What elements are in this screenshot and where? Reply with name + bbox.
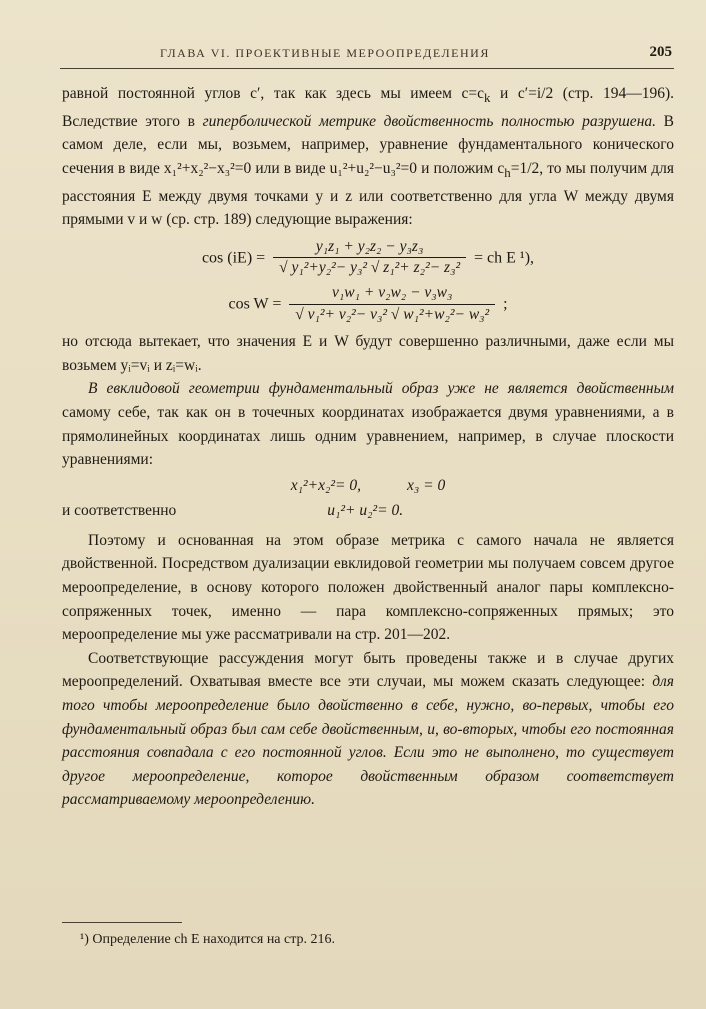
footnote-divider <box>62 922 182 923</box>
formula-cos-ie: cos (iE) = $\frac{\text{y₁z₁ + y₂z₂ − y₃z₃}}{\text{√ y₁²+y₂²− y₃² √ z₁²+ z₂²− z₃²}}$ = ch E ¹), <box>201 237 535 277</box>
footnote: ¹) Определение ch E находится на стр. 216. <box>80 932 336 947</box>
fraction: $\frac{\text{y₁z₁ + y₂z₂ − y₃z₃}}{\text{√ y₁²+y₂²− y₃² √ z₁²+ z₂²− z₃²}}$ <box>273 238 466 278</box>
fraction: $\frac{\text{v₁w₁ + v₂w₂ − v₃w₃}}{\text{√ v₁²+ v₂²− v₃² √ w₁²+w₂²− w₃²}}$ <box>289 284 495 324</box>
running-title: ГЛАВА VI. ПРОЕКТИВНЫЕ МЕРООПРЕДЕЛЕНИЯ <box>160 46 490 60</box>
paragraph-1: равной постоянной углов c′, так как здесь мы имеем $c=c_k$ и c′=i/2 (стр. 194—196). Вследствие этого в гиперболической метрике двойственность полностью разрушена. В самом деле, если мы, возьмем, например, уравнение фундаментального конического сечения в виде x₁²+x₂²−x₃²=0 или в виде u₁²+u₂²−u₃²=0 и положим $c_h=1/2$, то мы получим для расстояния E между двумя точками y и z или соответственно для угла W между двумя прямыми v и w (ср. стр. 189) следующие выражения: <box>62 85 675 229</box>
emphasis-hyperbolic: гиперболической метрике двойственность полностью разрушена. <box>202 112 657 130</box>
page-header <box>60 44 674 69</box>
paragraph-3: В евклидовой геометрии фундаментальный образ уже не является двойственным самому себе, так как он в точечных координатах изображается двумя уравнениями, а в прямолинейных координатах лишь одним уравнением, например, в случае плоскости уравнениями: <box>62 380 674 469</box>
main-text <box>62 82 674 812</box>
paragraph-2: но отсюда вытекает, что значения E и W будут совершенно различными, даже если мы возьмем yᵢ=vᵢ и zᵢ=wᵢ. <box>62 333 674 374</box>
page-number: 205 <box>649 44 672 60</box>
paragraph-5: Соответствующие рассуждения могут быть проведены также и в случае других мероопределений. Охватывая вместе все эти случаи, мы можем сказать следующее: для того чтобы мероопределение было двойственно в себе, нужно, во-первых, чтобы его фундаментальный образ был сам себе двойственным, и, во-вторых, чтобы его постоянная расстояния совпадала с его постоянной углов. Если это не выполнено, то существует другое мероопределение, которое двойственным образом соответствует рассматриваемому мероопределению. <box>62 649 674 809</box>
equation-euclid-point: x₁²+x₂²= 0, x₃ = 0 <box>290 476 446 494</box>
paragraph-4: Поэтому и основанная на этом образе метрика с самого начала не является двойственной. Посредством дуализации евклидовой геометрии мы получаем совсем другое мероопределение, в основу которого положен двойственный аналог пары комплексно-сопряженных точек, именно — пара комплексно-сопряженных прямых; это мероопределение мы уже рассматривали на стр. 201—202. <box>62 531 674 644</box>
formula-cos-w: cos W = $\frac{\text{v₁w₁ + v₂w₂ − v₃w₃}}{\text{√ v₁²+ v₂²− v₃² √ w₁²+w₂²− w₃²}}$ ; <box>228 283 508 323</box>
equation-euclid-line: и соответственно u₁²+ u₂²= 0. <box>62 502 404 520</box>
